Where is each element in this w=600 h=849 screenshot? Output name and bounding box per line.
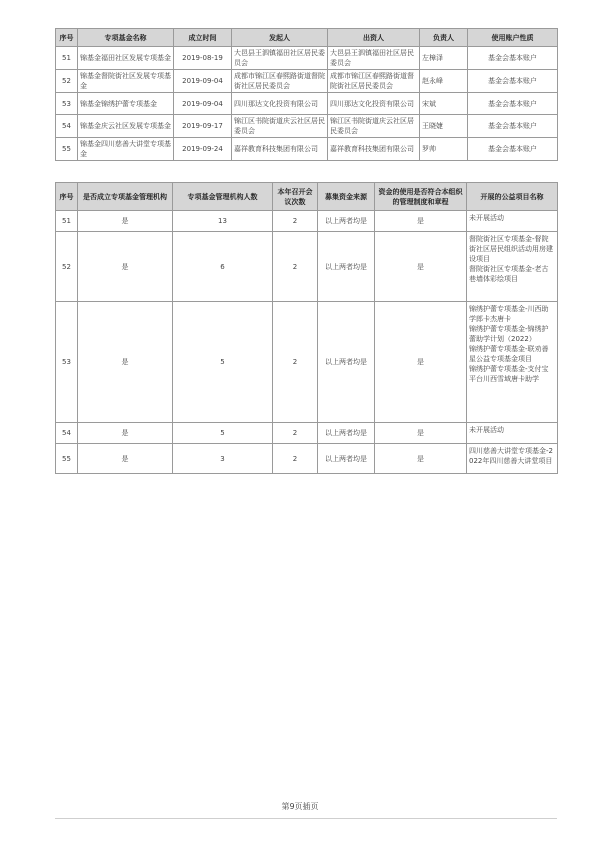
table-row: [56, 70, 558, 93]
table-header-row: [56, 183, 558, 211]
cell-has-committee: 是: [78, 423, 173, 444]
cell-committee-size: 5: [173, 423, 273, 444]
cell-compliance: 是: [375, 232, 467, 302]
cell-founded-date: 2019-09-04: [174, 93, 232, 115]
cell-compliance: 是: [375, 211, 467, 232]
header-cell: 募集资金来源: [318, 183, 375, 211]
cell-fund-source: 以上两者均是: [318, 423, 375, 444]
cell-funder: 大邑县王泗镇福田社区居民委员会: [328, 47, 420, 70]
header-cell: 发起人: [232, 29, 328, 47]
header-cell: 开展的公益项目名称: [467, 183, 558, 211]
cell-compliance: 是: [375, 302, 467, 423]
cell-has-committee: 是: [78, 302, 173, 423]
cell-fund-name: 锦基金庆云社区发展专项基金: [78, 115, 174, 138]
cell-fund-source: 以上两者均是: [318, 302, 375, 423]
cell-founded-date: 2019-09-24: [174, 138, 232, 161]
cell-account-type: 基金会基本账户: [468, 93, 558, 115]
cell-projects: 督院街社区专项基金-督院街社区居民组织活动用房建设项目 督院街社区专项基金-老古巷墙体彩绘项目: [467, 232, 558, 302]
cell-initiator: 大邑县王泗镇福田社区居民委员会: [232, 47, 328, 70]
cell-fund-name: 锦基金锦绣护蕾专项基金: [78, 93, 174, 115]
header-cell: 是否成立专项基金管理机构: [78, 183, 173, 211]
cell-projects: 锦绣护蕾专项基金-川西助学郎卡杰唐卡 锦绣护蕾专项基金-锦绣护蕾助学计划（2022） 锦绣护蕾专项基金-联劝善星公益专项基金项目 锦绣护蕾专项基金-支付宝平台川西雪域唐卡助学: [467, 302, 558, 423]
header-cell: 资金的使用是否符合本组织的管理制度和章程: [375, 183, 467, 211]
table-row: [56, 47, 558, 70]
cell-projects: 未开展活动: [467, 423, 558, 444]
cell-index: 55: [56, 444, 78, 474]
header-cell: 使用账户性质: [468, 29, 558, 47]
fund-info-table: [55, 28, 558, 161]
cell-initiator: 成都市锦江区春熙路街道督院街社区居民委员会: [232, 70, 328, 93]
cell-initiator: 锦江区书院街道庆云社区居民委员会: [232, 115, 328, 138]
cell-index: 52: [56, 70, 78, 93]
cell-account-type: 基金会基本账户: [468, 138, 558, 161]
cell-index: 53: [56, 302, 78, 423]
table-row: [56, 211, 558, 232]
cell-compliance: 是: [375, 444, 467, 474]
header-cell: 出资人: [328, 29, 420, 47]
table-row: [56, 232, 558, 302]
cell-index: 51: [56, 211, 78, 232]
table-row: [56, 423, 558, 444]
cell-projects: 四川慈善大讲堂专项基金-2022年四川慈善大讲堂项目: [467, 444, 558, 474]
cell-manager: 王晓婕: [420, 115, 468, 138]
cell-fund-name: 锦基金四川慈善大讲堂专项基金: [78, 138, 174, 161]
cell-founded-date: 2019-08-19: [174, 47, 232, 70]
table-row: [56, 115, 558, 138]
table-row: [56, 444, 558, 474]
header-cell: 专项基金名称: [78, 29, 174, 47]
cell-meeting-count: 2: [273, 211, 318, 232]
cell-manager: 左樟泽: [420, 47, 468, 70]
cell-meeting-count: 2: [273, 423, 318, 444]
header-cell: 成立时间: [174, 29, 232, 47]
cell-index: 51: [56, 47, 78, 70]
cell-projects: 未开展活动: [467, 211, 558, 232]
header-cell: 专项基金管理机构人数: [173, 183, 273, 211]
header-cell: 负责人: [420, 29, 468, 47]
cell-committee-size: 5: [173, 302, 273, 423]
cell-funder: 四川那达文化投资有限公司: [328, 93, 420, 115]
cell-fund-name: 锦基金督院街社区发展专项基金: [78, 70, 174, 93]
cell-fund-source: 以上两者均是: [318, 211, 375, 232]
table-row: [56, 302, 558, 423]
cell-fund-source: 以上两者均是: [318, 444, 375, 474]
header-cell: 序号: [56, 183, 78, 211]
cell-has-committee: 是: [78, 232, 173, 302]
cell-index: 54: [56, 423, 78, 444]
cell-has-committee: 是: [78, 444, 173, 474]
cell-committee-size: 6: [173, 232, 273, 302]
cell-fund-source: 以上两者均是: [318, 232, 375, 302]
cell-initiator: 四川那达文化投资有限公司: [232, 93, 328, 115]
header-cell: 本年召开会议次数: [273, 183, 318, 211]
cell-index: 52: [56, 232, 78, 302]
cell-funder: 成都市锦江区春熙路街道督院街社区居民委员会: [328, 70, 420, 93]
cell-founded-date: 2019-09-17: [174, 115, 232, 138]
cell-index: 53: [56, 93, 78, 115]
cell-account-type: 基金会基本账户: [468, 47, 558, 70]
cell-committee-size: 3: [173, 444, 273, 474]
header-cell: 序号: [56, 29, 78, 47]
cell-meeting-count: 2: [273, 302, 318, 423]
cell-has-committee: 是: [78, 211, 173, 232]
footer-divider: [55, 818, 557, 819]
cell-account-type: 基金会基本账户: [468, 70, 558, 93]
cell-manager: 宋斌: [420, 93, 468, 115]
page-number: 第9页插页: [281, 802, 319, 811]
cell-meeting-count: 2: [273, 232, 318, 302]
cell-manager: 罗帅: [420, 138, 468, 161]
cell-index: 55: [56, 138, 78, 161]
table-header-row: [56, 29, 558, 47]
cell-fund-name: 锦基金福田社区发展专项基金: [78, 47, 174, 70]
cell-founded-date: 2019-09-04: [174, 70, 232, 93]
cell-initiator: 嘉祥教育科技集团有限公司: [232, 138, 328, 161]
cell-meeting-count: 2: [273, 444, 318, 474]
cell-funder: 嘉祥教育科技集团有限公司: [328, 138, 420, 161]
cell-account-type: 基金会基本账户: [468, 115, 558, 138]
cell-index: 54: [56, 115, 78, 138]
table-row: [56, 138, 558, 161]
cell-funder: 锦江区书院街道庆云社区居民委员会: [328, 115, 420, 138]
fund-management-table: [55, 182, 558, 474]
table-row: [56, 93, 558, 115]
cell-compliance: 是: [375, 423, 467, 444]
cell-manager: 赵永峰: [420, 70, 468, 93]
cell-committee-size: 13: [173, 211, 273, 232]
